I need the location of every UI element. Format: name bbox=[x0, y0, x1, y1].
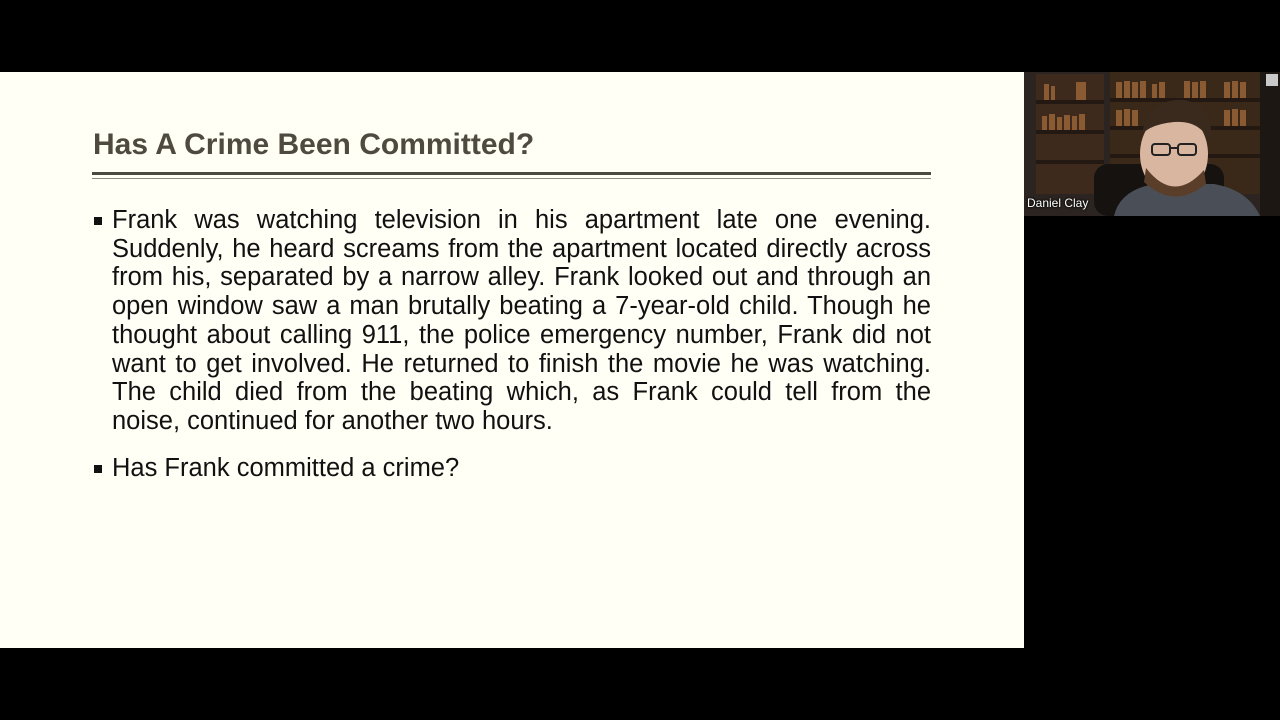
bullet-list bbox=[92, 206, 931, 482]
bullet-text: Frank was watching television in his apartment late one evening. Suddenly, he heard screams from the apartment located directly across from his, separated by a narrow alley. Frank looked out and through an open window saw a man brutally beating a 7-year-old child. Though he thought about calling 911, the police emergency number, Frank did not want to get involved. He returned to finish the movie he was watching. The child died from the beating which, as Frank could tell from the noise, continued for another two hours. bbox=[112, 206, 931, 435]
participant-video-feed bbox=[1024, 72, 1280, 216]
bullet-text: Has Frank committed a crime? bbox=[112, 453, 460, 482]
bullet-item bbox=[92, 454, 931, 483]
shared-slide bbox=[0, 72, 1024, 648]
slide-title: Has A Crime Been Committed? bbox=[93, 128, 535, 161]
bullet-marker-icon bbox=[94, 465, 102, 473]
participant-video-tile[interactable] bbox=[1024, 72, 1280, 216]
participant-name-label: Daniel Clay bbox=[1027, 196, 1089, 210]
bullet-marker-icon bbox=[94, 217, 102, 225]
bullet-item bbox=[92, 206, 931, 436]
title-divider-thin bbox=[92, 178, 931, 179]
title-divider bbox=[92, 172, 931, 175]
